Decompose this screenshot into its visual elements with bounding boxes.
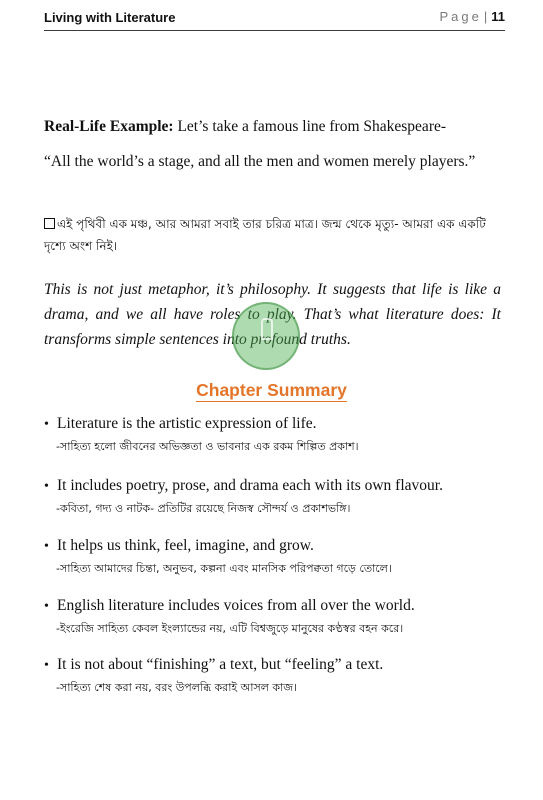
explanation-paragraph: This is not just metaphor, it’s philosophy. It suggests that life is like a drama, and we all have roles to play. That’s what literature does: It transforms simple sentences into profound truths. [44, 281, 501, 348]
chapter-summary-heading [0, 380, 543, 401]
summary-item-english: It is not about “finishing” a text, but “feeling” a text. [57, 656, 384, 673]
summary-item-english: Literature is the artistic expression of life. [57, 415, 317, 432]
summary-item-english: It helps us think, feel, imagine, and grow. [57, 537, 314, 554]
page-word: Page [439, 9, 482, 24]
chapter-summary-title: Chapter Summary [196, 380, 347, 400]
example-text: Let’s take a famous line from Shakespeare- [173, 118, 447, 135]
summary-item-bangla: -সাহিত্য শেষ করা নয়, বরং উপলব্ধি করাই আসল কাজ। [56, 681, 298, 694]
summary-item-bangla: -সাহিত্য হলো জীবনের অভিজ্ঞতা ও ভাবনার এক রকম শিল্পিত প্রকাশ। [56, 440, 359, 453]
page-number-label [439, 9, 505, 24]
real-life-example [44, 117, 501, 137]
watermark-logo-icon [232, 302, 300, 370]
bangla-translation: এই পৃথিবী এক মঞ্চ, আর আমরা সবাই তার চরিত্র মাত্র। জন্ম থেকে মৃত্যু- আমরা এক একটি দৃশ্যে অংশ নিই। [44, 217, 486, 253]
bullet-icon: • [44, 658, 49, 673]
summary-item-english: English literature includes voices from all over the world. [57, 597, 415, 614]
bullet-icon: • [44, 479, 49, 494]
summary-item [44, 476, 514, 518]
bangla-translation-paragraph [44, 213, 501, 257]
summary-item-english: It includes poetry, prose, and drama each with its own flavour. [57, 477, 443, 494]
example-label: Real-Life Example: [44, 118, 174, 135]
shakespeare-quote: “All the world’s a stage, and all the men and women merely players.” [44, 153, 476, 170]
summary-item [44, 414, 514, 456]
summary-item [44, 655, 514, 697]
summary-item-bangla: -ইংরেজি সাহিত্য কেবল ইংল্যান্ডের নয়, এটি বিশ্বজুড়ে মানুষের কণ্ঠস্বর বহন করে। [56, 622, 404, 635]
bullet-icon: • [44, 599, 49, 614]
page-separator: | [483, 9, 488, 24]
summary-item [44, 596, 514, 638]
bullet-icon: • [44, 417, 49, 432]
bullet-icon: • [44, 539, 49, 554]
summary-item [44, 536, 514, 578]
header-title: Living with Literature [44, 10, 176, 25]
page-number: 11 [491, 9, 505, 24]
page-header [44, 8, 505, 31]
summary-item-bangla: -সাহিত্য আমাদের চিন্তা, অনুভব, কল্পনা এবং মানসিক পরিপক্বতা গড়ে তোলে। [56, 562, 392, 575]
summary-item-bangla: -কবিতা, গদ্য ও নাটক- প্রতিটির রয়েছে নিজস্ব সৌন্দর্য ও প্রকাশভঙ্গি। [56, 502, 351, 515]
checkbox-icon [44, 218, 55, 229]
